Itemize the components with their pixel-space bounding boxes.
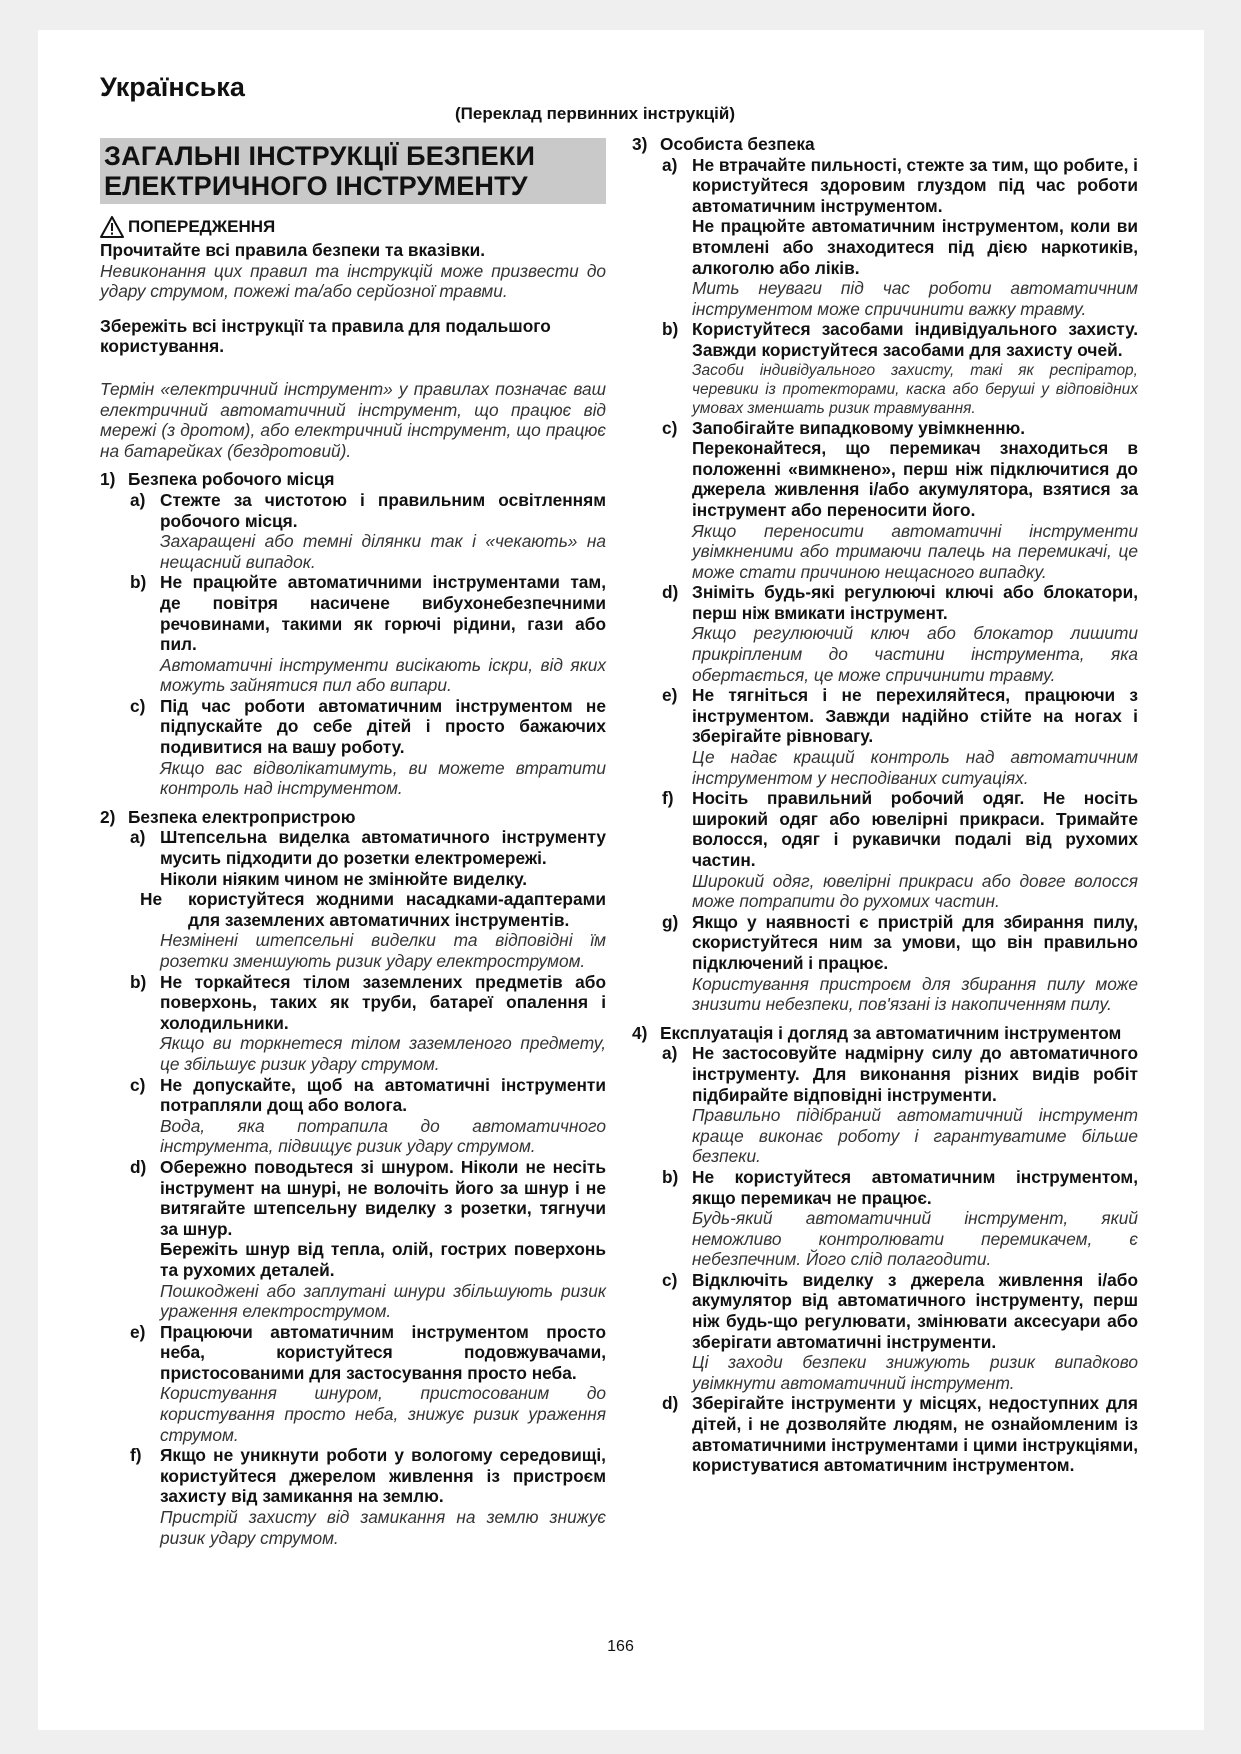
read-rules-note: Невиконання цих правил та інструкцій може призвести до удару струмом, пожежі та/або серйозної травми. <box>100 260 606 302</box>
title-line-1: ЗАГАЛЬНІ ІНСТРУКЦІЇ БЕЗПЕКИ <box>104 141 536 171</box>
list-item: b) Користуйтеся засобами індивідуального захисту. Завжди користуйтеся засобами для захисту очей. Засоби індивідуального захисту, такі як респіратор, черевики із протекторами, каска або беруші у відповідних умовах зменшать ризик травмування. <box>662 319 1138 417</box>
section-4-heading: 4) Експлуатація і догляд за автоматичним інструментом <box>632 1022 1122 1043</box>
warning-label: ПОПЕРЕДЖЕННЯ <box>128 216 276 236</box>
list-item: c) Запобігайте випадковому увімкненню. Переконайтеся, що перемикач знаходиться в положенні «вимкнено», перш ніж підключитися до джерела живлення і/або акумулятора, взятися за інструмент або переносити його. Якщо переносити автоматичні інструменти увімкненими або тримаючи палець на перемикачі, це може стати причиною нещасного випадку. <box>662 417 1138 582</box>
section-1-heading: 1) Безпека робочого місця <box>100 469 335 490</box>
list-item-continued: Не користуйтеся жодними насадками-адаптерами для заземлених автоматичних інструментів. <box>140 889 606 930</box>
list-item: d) Зніміть будь-які регулюючі ключі або блокатори, перш ніж вмикати інструмент. Якщо регулюючий ключ або блокатор лишити прикріпленим до частини інструмента, яка обертається, це може спричинити травму. <box>662 582 1138 685</box>
note-2a: Незмінені штепсельні виделки та відповідні їм розетки зменшують ризик удару електрострумом. <box>160 930 606 971</box>
section-title <box>100 138 606 204</box>
list-item: f) Якщо не уникнути роботи у вологому середовищі, користуйтеся джерелом живлення із пристроєм захисту від замикання на землю. Пристрій захисту від замикання на землю знижує ризик удару струмом. <box>130 1445 606 1548</box>
list-item: d) Зберігайте інструменти у місцях, недоступних для дітей, і не дозволяйте людям, не ознайомленим із автоматичними інструментами і цими інструкціями, користуватися автоматичним інструментом. <box>662 1393 1138 1476</box>
keep-rules: Збережіть всі інструкції та правила для подальшого користування. <box>100 315 551 357</box>
section-3-heading: 3) Особиста безпека <box>632 134 815 154</box>
list-item: e) Працюючи автоматичним інструментом просто неба, користуйтеся подовжувачами, пристосованими для застосування просто неба. Користування шнуром, пристосованим до користування просто неба, знижує ризик ураження струмом. <box>130 1321 606 1445</box>
warning-triangle-icon <box>100 216 124 238</box>
list-item: f) Носіть правильний робочий одяг. Не носіть широкий одяг або ювелірні прикраси. Тримайте волосся, одяг і рукавички подалі від рухомих частин. Широкий одяг, ювелірні прикраси або довге волосся може потрапити до рухомих частин. <box>662 788 1138 912</box>
list-item: a) Стежте за чистотою і правильним освітленням робочого місця. Захаращені або темні ділянки так і «чекають» на нещасний випадок. <box>130 489 606 572</box>
section-2-heading: 2) Безпека електропристрою <box>100 806 356 827</box>
list-item: a) Не втрачайте пильності, стежте за тим, що робите, і користуйтеся здоровим глуздом під час роботи автоматичним інструментом. Не працюйте автоматичним інструментом, коли ви втомлені або знаходитеся під дією наркотиків, алкоголю або ліків. Мить неуваги під час роботи автоматичним інструментом може спричинити важку травму. <box>662 154 1138 319</box>
list-item: b) Не торкайтеся тілом заземлених предметів або поверхонь, таких як труби, батареї опалення і холодильники. Якщо ви торкнетеся тілом заземленого предмету, це збільшує ризик удару струмом. <box>130 971 606 1074</box>
read-rules: Прочитайте всі правила безпеки та вказівки. <box>100 240 486 260</box>
term-note: Термін «електричний інструмент» у правилах позначає ваш електричний автоматичний інструмент, що працює від мережі (з дротом), або електричний інструмент, що працює на батарейках (бездротовий). <box>100 378 606 461</box>
list-item: a) Штепсельна виделка автоматичного інструменту мусить підходити до розетки електромережі. Ніколи ніяким чином не змінюйте виделку. <box>130 827 606 889</box>
list-item: c) Відключіть виделку з джерела живлення і/або акумулятор від автоматичного інструменту, перш ніж будь-що регулювати, змінювати аксесуари або зберігати автоматичні інструменти. Ці заходи безпеки знижують ризик випадково увімкнути автоматичний інструмент. <box>662 1269 1138 1393</box>
list-item: c) Під час роботи автоматичним інструментом не підпускайте до себе дітей і просто бажаючих подивитися на вашу роботу. Якщо вас відволікатимуть, ви можете втратити контроль над інструментом. <box>130 695 606 799</box>
right-column <box>632 134 1138 1476</box>
list-item: b) Не користуйтеся автоматичним інструментом, якщо перемикач не працює. Будь-який автоматичний інструмент, який неможливо контролювати перемикачем, є небезпечним. Його слід полагодити. <box>662 1166 1138 1270</box>
warning-row <box>100 216 606 238</box>
list-item: e) Не тягніться і не перехиляйтеся, працюючи з інструментом. Завжди надійно стійте на ногах і зберігайте рівновагу. Це надає кращий контроль над автоматичним інструментом у несподіваних ситуаціях. <box>662 685 1138 788</box>
list-item: g) Якщо у наявності є пристрій для збирання пилу, скористуйтеся ним за умови, що він правильно підключений і працює. Користування пристроєм для збирання пилу може знизити небезпеки, пов'язані із накопиченням пилу. <box>662 911 1138 1015</box>
list-item: c) Не допускайте, щоб на автоматичні інструменти потрапляли дощ або волога. Вода, яка потрапила до автоматичного інструмента, підвищує ризик удару струмом. <box>130 1074 606 1157</box>
list-item: a) Не застосовуйте надмірну силу до автоматичного інструменту. Для виконання різних видів робіт підбирайте відповідні інструменти. Правильно підібраний автоматичний інструмент краще виконає роботу і гарантуватиме більше безпеки. <box>662 1043 1138 1167</box>
list-item: b) Не працюйте автоматичними інструментами там, де повітря насичене вибухонебезпечними речовинами, такими як горючі рідини, гази або пил. Автоматичні інструменти висікають іскри, від яких можуть зайнятися пил або випари. <box>130 572 606 696</box>
page-number: 166 <box>607 1638 634 1655</box>
title-line-2: ЕЛЕКТРИЧНОГО ІНСТРУМЕНТУ <box>104 171 528 201</box>
translation-note: (Переклад первинних інструкцій) <box>455 104 736 123</box>
left-column <box>100 138 606 1548</box>
language-heading: Українська <box>100 72 245 102</box>
list-item: d) Обережно поводьтеся зі шнуром. Ніколи не несіть інструмент на шнурі, не волочіть його за шнур і не витягайте штепсельну виделку з розетки, тягнучи за шнур. Бережіть шнур від тепла, олій, гострих поверхонь та рухомих деталей. Пошкоджені або заплутані шнури збільшують ризик ураження електрострумом. <box>130 1156 606 1322</box>
